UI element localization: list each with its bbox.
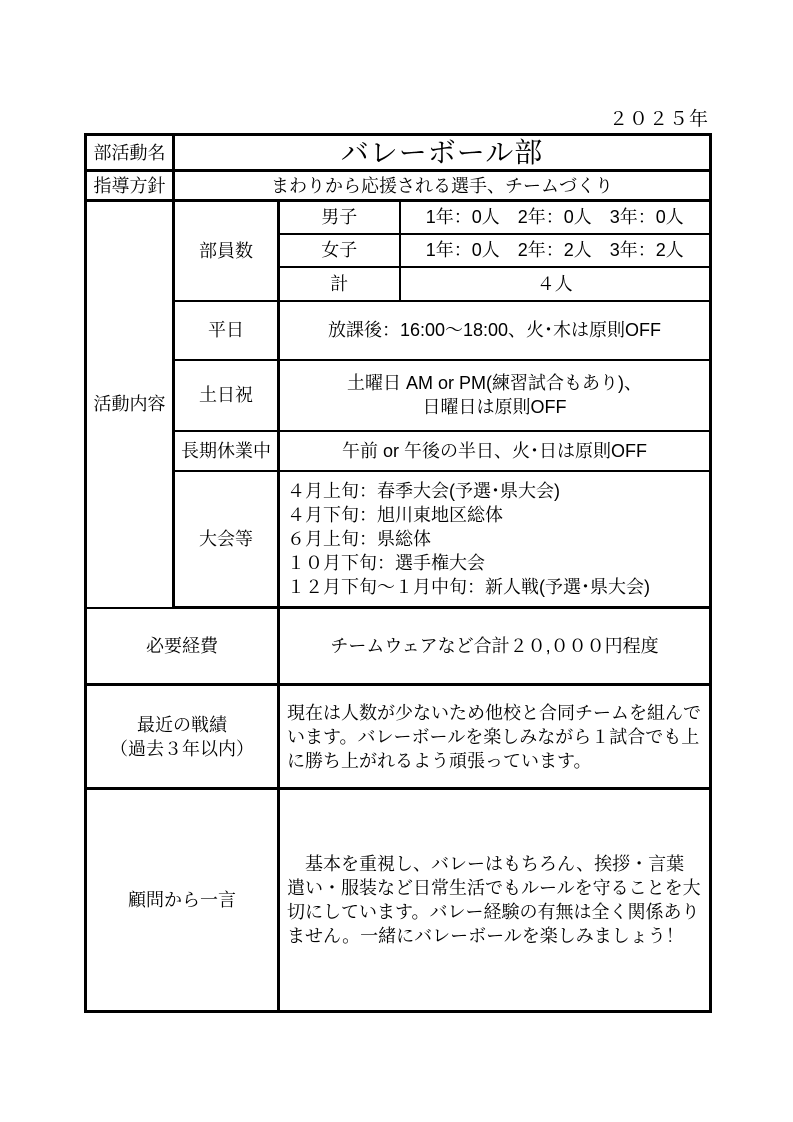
- row-club-name: [86, 135, 711, 171]
- members-girls-label: 女子: [279, 234, 400, 267]
- weekend-label: 土日祝: [174, 360, 279, 431]
- tournament-item: １２月下旬～１月中旬：新人戦(予選･県大会): [287, 576, 650, 597]
- members-total-value: ４人: [400, 267, 711, 301]
- weekend-value: [279, 360, 711, 431]
- row-expenses: [86, 608, 711, 685]
- expenses-value: チームウェアなど合計２０,０００円程度: [279, 608, 711, 685]
- tournament-item: ４月上旬：春季大会(予選･県大会): [287, 480, 560, 501]
- row-results: [86, 685, 711, 789]
- tournaments-value: [279, 471, 711, 608]
- advisor-label: 顧問から一言: [86, 789, 279, 1012]
- row-weekday: [86, 301, 711, 360]
- row-policy: [86, 171, 711, 201]
- members-total-label: 計: [279, 267, 400, 301]
- row-weekend: [86, 360, 711, 431]
- policy-value: まわりから応援される選手、チームづくり: [174, 171, 711, 201]
- club-name-label: 部活動名: [86, 135, 174, 171]
- advisor-value: 基本を重視し、バレーはもちろん、挨拶・言葉遣い・服装など日常生活でもルールを守ることを大切にしています。バレー経験の有無は全く関係ありません。一緒にバレーボールを楽しみましょう！: [279, 789, 711, 1012]
- members-boys-label: 男子: [279, 201, 400, 234]
- policy-label: 指導方針: [86, 171, 174, 201]
- members-label: 部員数: [174, 201, 279, 301]
- row-vacation: [86, 431, 711, 471]
- weekend-value-line2: 日曜日は原則OFF: [422, 397, 567, 417]
- results-label: [86, 685, 279, 789]
- vacation-value: 午前 or 午後の半日、火･日は原則OFF: [279, 431, 711, 471]
- tournament-item: ６月上旬：県総体: [287, 528, 431, 549]
- tournament-item: ４月下旬：旭川東地区総体: [287, 504, 503, 525]
- results-value: 現在は人数が少ないため他校と合同チームを組んでいます。バレーボールを楽しみながら１試合でも上に勝ち上がれるよう頑張っています。: [279, 685, 711, 789]
- row-tournaments: [86, 471, 711, 608]
- members-boys-value: 1年：0人 2年：0人 3年：0人: [400, 201, 711, 234]
- weekday-value: 放課後：16:00～18:00、火･木は原則OFF: [279, 301, 711, 360]
- results-label-line2: （過去３年以内）: [110, 738, 254, 759]
- tournament-item: １０月下旬：選手権大会: [287, 552, 485, 573]
- expenses-label: 必要経費: [86, 608, 279, 685]
- tournaments-label: 大会等: [174, 471, 279, 608]
- results-label-line1: 最近の戦績: [137, 714, 227, 735]
- weekend-value-line1: 土曜日 AM or PM(練習試合もあり)、: [347, 373, 642, 393]
- activities-label: 活動内容: [86, 201, 174, 608]
- club-name-value: バレーボール部: [174, 135, 711, 171]
- year-label: ２０２５年: [608, 109, 709, 130]
- club-info-table: [84, 133, 712, 1013]
- members-girls-value: 1年：0人 2年：2人 3年：2人: [400, 234, 711, 267]
- weekday-label: 平日: [174, 301, 279, 360]
- row-members-boys: [86, 201, 711, 234]
- vacation-label: 長期休業中: [174, 431, 279, 471]
- row-advisor: [86, 789, 711, 1012]
